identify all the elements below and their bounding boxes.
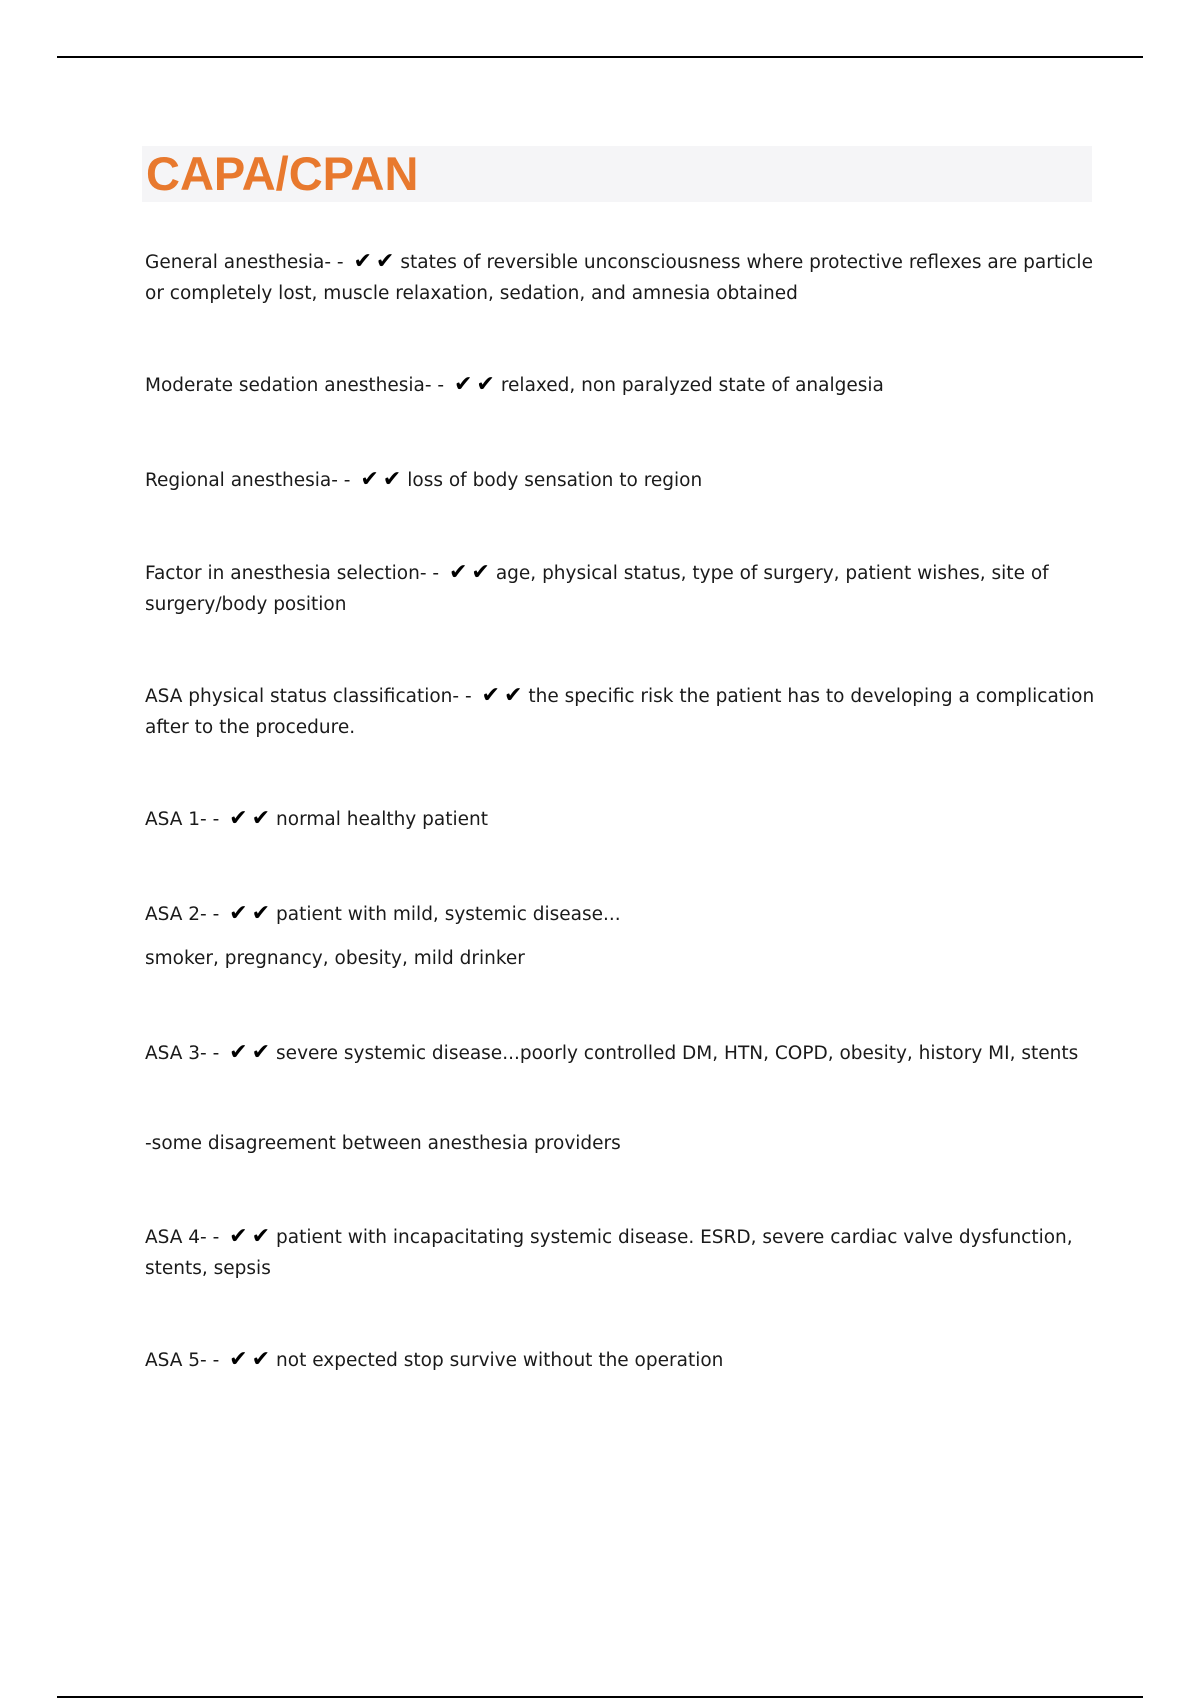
entry-general-anesthesia [145,246,1095,309]
entry-asa-5 [145,1344,1095,1376]
entry-term: Factor in anesthesia selection- - [145,563,440,584]
entry-definition: states of reversible unconsciousness where protective reflexes are particle or completely lost, muscle relaxation, sedation, and amnesia obtained [145,252,1093,304]
entry-definition: severe systemic disease...poorly controlled DM, HTN, COPD, obesity, history MI, stents [276,1043,1079,1064]
entry-asa-2 [145,898,1095,930]
entry-definition: loss of body sensation to region [407,470,703,491]
entry-regional-anesthesia [145,464,1095,496]
entry-asa-1 [145,803,1095,835]
page-title: CAPA/CPAN [146,147,419,200]
entry-term: ASA 3- - [145,1043,220,1064]
entry-definition: relaxed, non paralyzed state of analgesia [500,375,884,396]
entry-term: ASA 4- - [145,1227,220,1248]
entry-asa-2-examples: smoker, pregnancy, obesity, mild drinker [145,948,525,969]
double-check-icon: ✔✔ [229,1040,275,1065]
entry-definition: patient with incapacitating systemic disease. ESRD, severe cardiac valve dysfunction, stents, sepsis [145,1227,1073,1279]
entry-term: ASA 2- - [145,904,220,925]
entry-term: Moderate sedation anesthesia- - [145,375,445,396]
note-disagreement: -some disagreement between anesthesia providers [145,1133,621,1154]
entry-asa-classification [145,680,1095,743]
entry-asa-3 [145,1037,1095,1069]
double-check-icon: ✔✔ [229,1347,275,1372]
double-check-icon: ✔✔ [353,249,399,274]
entry-term: ASA 5- - [145,1350,220,1371]
entry-definition: normal healthy patient [276,809,488,830]
double-check-icon: ✔✔ [448,560,494,585]
entry-term: ASA 1- - [145,809,220,830]
entry-term: General anesthesia- - [145,252,344,273]
entry-definition: the specific risk the patient has to developing a complication after to the procedure. [145,686,1095,738]
entry-term: ASA physical status classification- - [145,686,472,707]
entry-term: Regional anesthesia- - [145,470,351,491]
entry-definition: age, physical status, type of surgery, patient wishes, site of surgery/body position [145,563,1049,615]
double-check-icon: ✔✔ [453,372,499,397]
double-check-icon: ✔✔ [229,806,275,831]
footer-rule [57,1696,1143,1698]
double-check-icon: ✔✔ [481,683,527,708]
entry-anesthesia-selection [145,557,1095,620]
entry-asa-4 [145,1221,1095,1284]
entry-definition: patient with mild, systemic disease... [276,904,621,925]
entry-moderate-sedation [145,369,1095,401]
double-check-icon: ✔✔ [229,1224,275,1249]
double-check-icon: ✔✔ [229,901,275,926]
double-check-icon: ✔✔ [360,467,406,492]
entry-definition: not expected stop survive without the operation [276,1350,724,1371]
header-rule [57,56,1143,58]
